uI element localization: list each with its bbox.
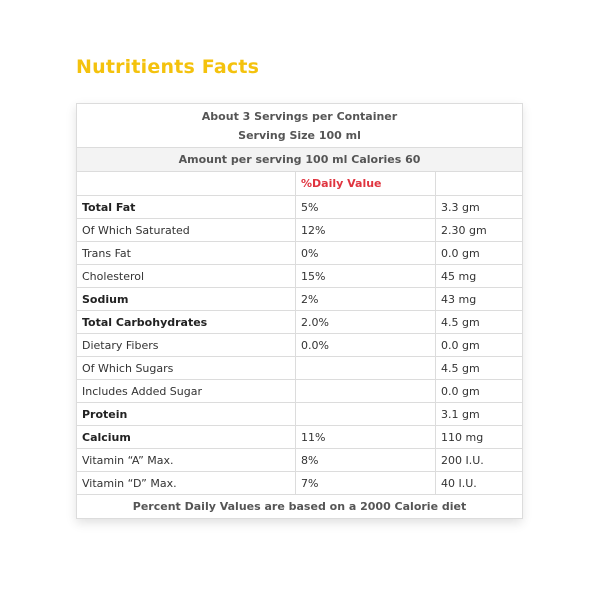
nutrient-daily-value: 12% xyxy=(296,219,436,242)
nutrient-amount: 40 I.U. xyxy=(436,472,523,495)
servings-per-container: About 3 Servings per Container xyxy=(201,109,398,123)
nutrient-daily-value xyxy=(296,403,436,426)
nutrient-name: Vitamin “D” Max. xyxy=(77,472,296,495)
footer-row xyxy=(77,495,523,519)
nutrient-row xyxy=(77,472,523,495)
amount-per-serving-row xyxy=(77,148,523,172)
nutrient-row xyxy=(77,449,523,472)
daily-value-header-row xyxy=(77,172,523,196)
nutrient-name: Cholesterol xyxy=(77,265,296,288)
nutrient-daily-value: 2.0% xyxy=(296,311,436,334)
nutrient-row xyxy=(77,242,523,265)
nutrient-amount: 3.3 gm xyxy=(436,196,523,219)
nutrient-name: Protein xyxy=(77,403,296,426)
nutrient-row xyxy=(77,334,523,357)
empty-header-cell xyxy=(436,172,523,196)
nutrient-name: Total Carbohydrates xyxy=(77,311,296,334)
nutrition-table xyxy=(76,103,523,519)
nutrient-name: Total Fat xyxy=(77,196,296,219)
nutrient-name: Of Which Sugars xyxy=(77,357,296,380)
nutrient-row xyxy=(77,357,523,380)
nutrient-daily-value: 0% xyxy=(296,242,436,265)
nutrient-name: Dietary Fibers xyxy=(77,334,296,357)
page-title: Nutritients Facts xyxy=(76,56,260,78)
nutrient-amount: 2.30 gm xyxy=(436,219,523,242)
nutrient-row xyxy=(77,426,523,449)
daily-value-header: %Daily Value xyxy=(296,172,436,196)
nutrient-name: Of Which Saturated xyxy=(77,219,296,242)
nutrient-daily-value xyxy=(296,357,436,380)
serving-size: Serving Size 100 ml xyxy=(238,128,361,142)
nutrient-amount: 110 mg xyxy=(436,426,523,449)
nutrient-name: Calcium xyxy=(77,426,296,449)
nutrient-rows xyxy=(77,196,523,495)
nutrient-amount: 0.0 gm xyxy=(436,242,523,265)
nutrient-daily-value: 2% xyxy=(296,288,436,311)
nutrient-name: Vitamin “A” Max. xyxy=(77,449,296,472)
nutrient-row xyxy=(77,403,523,426)
nutrient-amount: 4.5 gm xyxy=(436,357,523,380)
nutrient-name: Sodium xyxy=(77,288,296,311)
nutrient-amount: 4.5 gm xyxy=(436,311,523,334)
nutrient-row xyxy=(77,196,523,219)
nutrient-name: Trans Fat xyxy=(77,242,296,265)
empty-header-cell xyxy=(77,172,296,196)
nutrient-amount: 45 mg xyxy=(436,265,523,288)
nutrient-amount: 3.1 gm xyxy=(436,403,523,426)
nutrient-amount: 43 mg xyxy=(436,288,523,311)
amount-per-serving: Amount per serving 100 ml Calories 60 xyxy=(77,148,523,172)
nutrient-row xyxy=(77,380,523,403)
nutrient-amount: 0.0 gm xyxy=(436,334,523,357)
nutrient-daily-value: 0.0% xyxy=(296,334,436,357)
nutrient-name: Includes Added Sugar xyxy=(77,380,296,403)
nutrient-row xyxy=(77,265,523,288)
nutrient-amount: 200 I.U. xyxy=(436,449,523,472)
nutrient-daily-value: 15% xyxy=(296,265,436,288)
nutrient-daily-value: 11% xyxy=(296,426,436,449)
nutrition-facts-table xyxy=(76,103,522,519)
nutrient-daily-value: 7% xyxy=(296,472,436,495)
nutrient-row xyxy=(77,219,523,242)
nutrient-daily-value: 5% xyxy=(296,196,436,219)
nutrient-daily-value: 8% xyxy=(296,449,436,472)
nutrient-row xyxy=(77,288,523,311)
servings-header-row xyxy=(77,104,523,148)
nutrient-row xyxy=(77,311,523,334)
nutrient-daily-value xyxy=(296,380,436,403)
footer-note: Percent Daily Values are based on a 2000 Calorie diet xyxy=(77,495,523,519)
servings-header-cell xyxy=(77,104,523,148)
nutrient-amount: 0.0 gm xyxy=(436,380,523,403)
